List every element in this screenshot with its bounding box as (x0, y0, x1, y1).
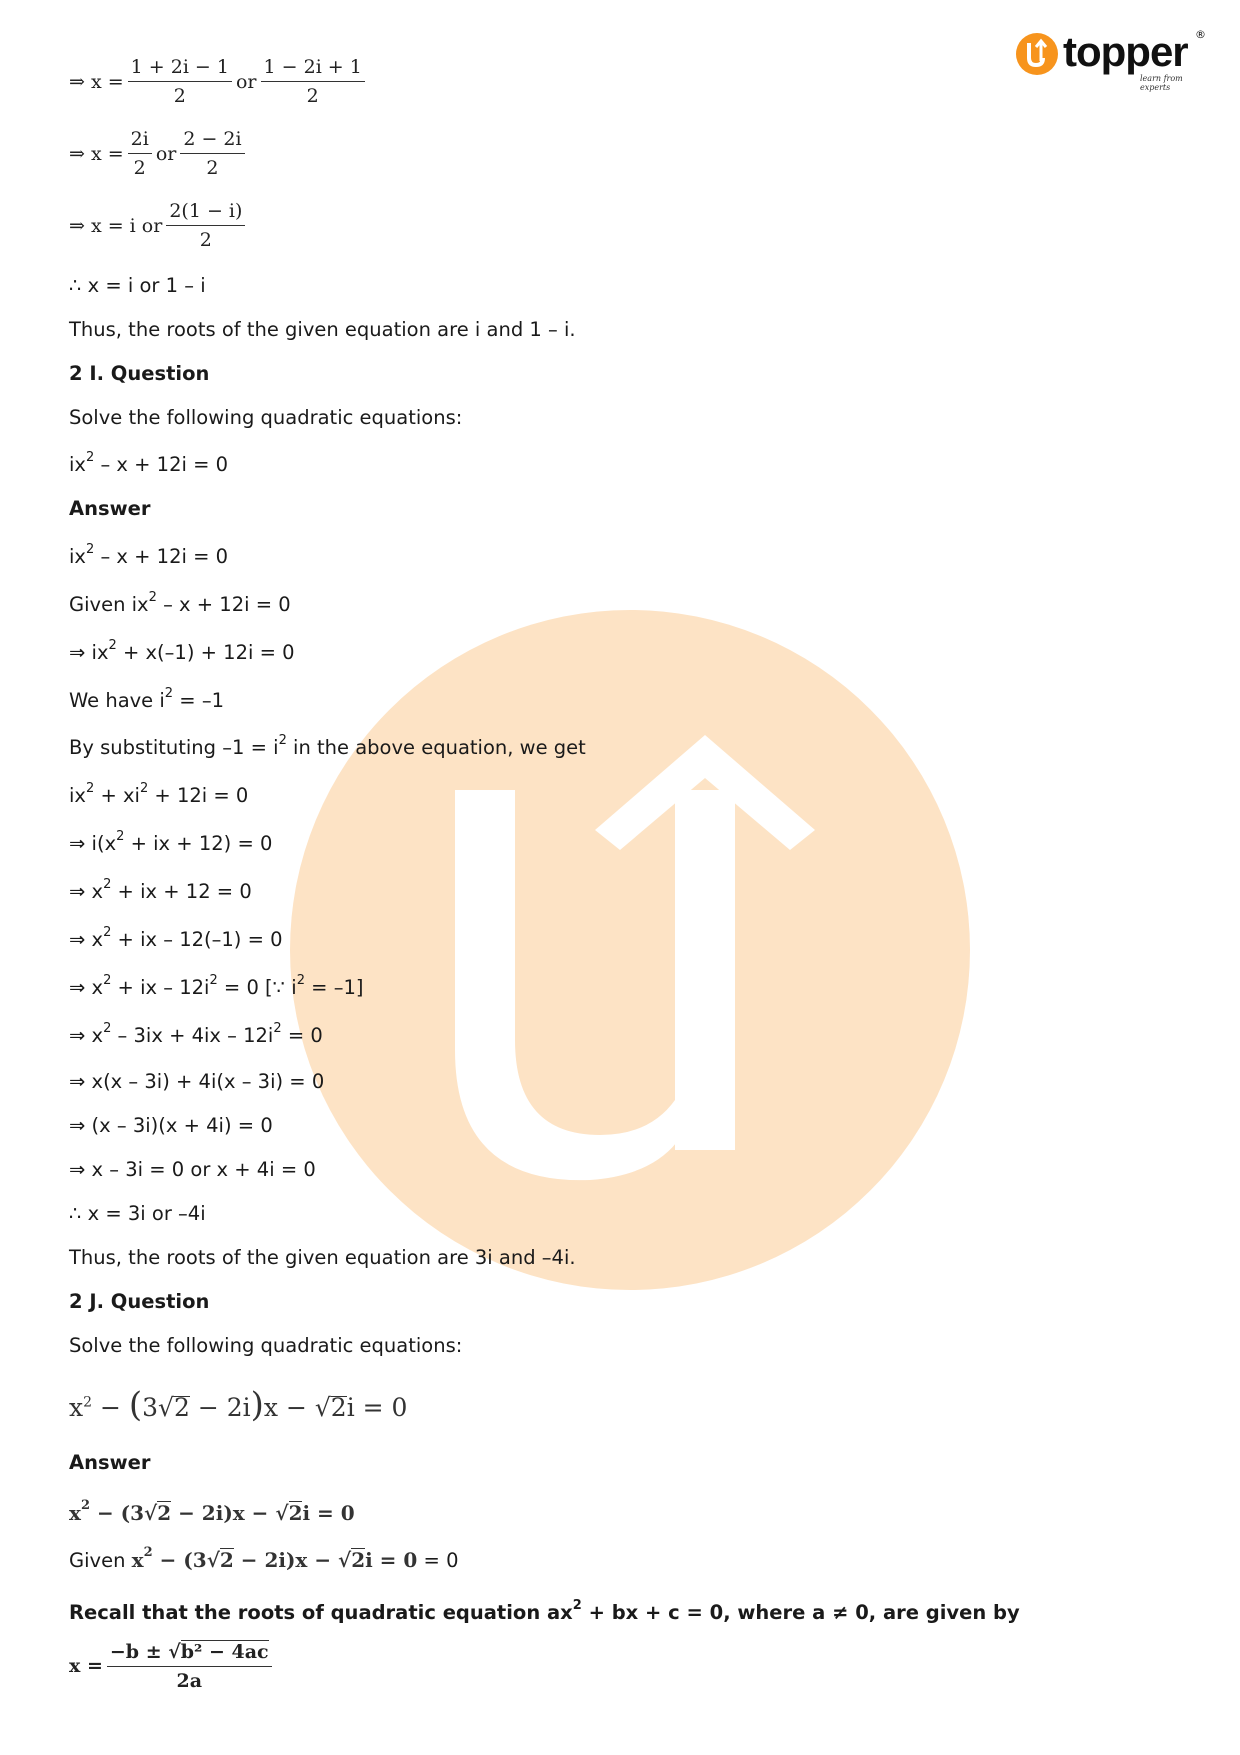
solution-line: By substituting $-1 = i^2$ in the above equation, we get (69, 732, 586, 759)
solution-line: Thus, the roots of the given equation are 3i and –4i. (69, 1246, 576, 1269)
registered-mark: ® (1195, 28, 1206, 41)
brand-tagline: learn from experts (1140, 74, 1183, 92)
solution-line: ⇒ $x^2 - 3ix + 4ix - 12i^2 = 0$ (69, 1020, 323, 1047)
solution-line: ⇒ $x^2$ + ix – 12(–1) = 0 (69, 924, 283, 951)
answer-label-2j: Answer (69, 1451, 151, 1474)
watermark-logo (290, 610, 970, 1290)
solution-line: We have $i^2 = -1$ (69, 685, 224, 712)
step-fraction-3: ⇒ x = i or $\frac{2(1 - i)}{2}$ (69, 200, 249, 251)
solution-line: ⇒ $i(x^2$ + ix + 12) = 0 (69, 828, 273, 855)
step-fraction-1: ⇒ x = $\frac{1 + 2i - 1}{2}$ or $\frac{1 - 2i + 1}{2}$ (69, 56, 369, 107)
conclusion-line: Thus, the roots of the given equation are i and 1 – i. (69, 318, 576, 341)
solution-line: ⇒ x – 3i = 0 or x + 4i = 0 (69, 1158, 316, 1181)
answer-label-2i: Answer (69, 497, 151, 520)
question-equation-2j: $x^2 - (3√2 - 2i)x - √2i = 0$ (69, 1385, 408, 1425)
question-prompt-2j: Solve the following quadratic equations: (69, 1334, 463, 1357)
solution-line: $ix^2 - x + 12i = 0$ (69, 541, 229, 568)
question-equation-2i: $ix^2 - x + 12i = 0$ (69, 449, 229, 476)
question-prompt-2i: Solve the following quadratic equations: (69, 406, 463, 429)
step-fraction-2: ⇒ x = $\frac{2i}{2}$ or $\frac{2 - 2i}{2}$ (69, 128, 249, 179)
solution-line: ⇒ $x^2$ + ix – $12i^2 = 0$ [∵ $i^2 = -1$] (69, 972, 364, 999)
solution-line: Given $ix^2 - x + 12i = 0$ (69, 589, 291, 616)
recall-statement: Recall that the roots of quadratic equation $ax^2$ + bx + c = 0, where a ≠ 0, are given by (69, 1597, 1020, 1624)
quadratic-formula: x = $\frac{\text{−b ± √b² − 4ac}}{2a}$ (69, 1640, 276, 1692)
brand-name: topper (1063, 28, 1188, 75)
given-equation-2j: Given $x^2 - (3√2 - 2i)x - √2i = 0 = 0$ (69, 1545, 459, 1572)
solution-line: ⇒ x(x – 3i) + 4i(x – 3i) = 0 (69, 1070, 325, 1093)
solution-line: ⇒ (x – 3i)(x + 4i) = 0 (69, 1114, 273, 1137)
solution-line: ∴ x = 3i or –4i (69, 1202, 206, 1225)
question-heading-2i: 2 I. Question (69, 362, 210, 385)
therefore-line: ∴ x = i or 1 – i (69, 274, 206, 297)
solution-line: $ix^2 + xi^2 + 12i = 0$ (69, 780, 249, 807)
answer-equation-2j: $x^2 - (3√2 - 2i)x - √2i = 0$ (69, 1498, 355, 1525)
solution-line: ⇒ $x^2$ + ix + 12 = 0 (69, 876, 252, 903)
watermark-circle (290, 610, 970, 1290)
brand-logo[interactable] (1015, 28, 1215, 92)
solution-line: ⇒ $ix^2 + x(-1) + 12i = 0$ (69, 637, 295, 664)
question-heading-2j: 2 J. Question (69, 1290, 210, 1313)
